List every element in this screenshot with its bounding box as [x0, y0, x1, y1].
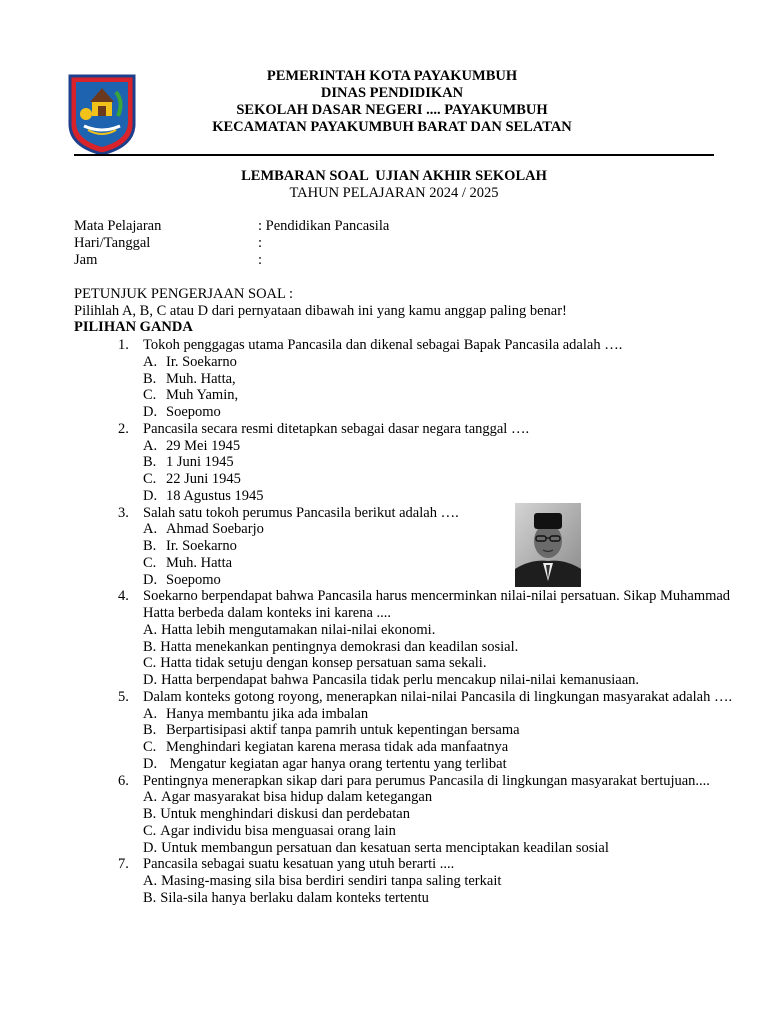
instructions-heading: PETUNJUK PENGERJAAN SOAL :: [74, 286, 293, 302]
portrait-photo-icon: [515, 503, 581, 587]
option-letter: C.: [143, 471, 157, 487]
option-text: Soepomo: [166, 571, 221, 588]
answer-option: [143, 521, 734, 538]
option-text: Masing-masing sila bisa berdiri sendiri tanpa saling terkait: [161, 873, 502, 889]
instructions: [74, 286, 724, 336]
option-letter: C.: [143, 822, 157, 839]
option-text: Muh. Hatta: [166, 554, 233, 571]
question-2: [74, 421, 734, 505]
answer-option: [143, 471, 734, 488]
question-text: Tokoh penggagas utama Pancasila dan dikenal sebagai Bapak Pancasila adalah ….: [143, 337, 623, 353]
answer-option: [143, 354, 734, 371]
option-letter: C.: [143, 554, 157, 571]
question-text: Pancasila sebagai suatu kesatuan yang utuh berarti ....: [143, 856, 455, 873]
option-text: Muh Yamin,: [166, 387, 239, 404]
question-number: 5.: [118, 688, 129, 705]
option-letter: D.: [143, 404, 158, 420]
answer-option: [143, 672, 734, 689]
answer-option: [143, 639, 734, 656]
option-letter: C.: [143, 739, 157, 755]
option-text: Menghindari kegiatan karena merasa tidak ada manfaatnya: [166, 739, 509, 755]
answer-option: [143, 387, 734, 404]
option-letter: D.: [143, 839, 158, 856]
answer-option: [143, 806, 734, 823]
info-label: Mata Pelajaran: [74, 218, 162, 234]
option-text: Hatta menekankan pentingnya demokrasi dan keadilan sosial.: [160, 638, 519, 655]
answer-option: [143, 555, 734, 572]
info-value: :: [258, 235, 263, 251]
option-text: Hanya membantu jika ada imbalan: [166, 705, 369, 722]
option-letter: D.: [143, 571, 158, 588]
question-5: [74, 689, 734, 773]
option-letter: A.: [143, 705, 158, 722]
question-1: [74, 337, 734, 421]
instructions-text: Pilihlah A, B, C atau D dari pernyataan dibawah ini yang kamu anggap paling benar!: [74, 302, 567, 319]
option-letter: C.: [143, 387, 157, 404]
option-letter: B.: [143, 454, 157, 471]
question-number: 3.: [118, 504, 129, 521]
section-heading: PILIHAN GANDA: [74, 319, 193, 336]
header-divider: [74, 154, 714, 156]
info-label: Hari/Tanggal: [74, 235, 151, 251]
option-letter: B.: [143, 370, 157, 387]
question-text: Pentingnya menerapkan sikap dari para perumus Pancasila di lingkungan masyarakat bertujuan....: [143, 772, 710, 789]
question-list: [74, 337, 734, 907]
option-letter: A.: [143, 621, 158, 638]
question-number: 4.: [118, 588, 129, 605]
answer-option: [143, 454, 734, 471]
option-text: Hatta tidak setuju dengan konsep persatuan sama sekali.: [160, 655, 487, 672]
question-text: Salah satu tokoh perumus Pancasila berikut adalah ….: [143, 504, 459, 521]
option-text: Agar masyarakat bisa hidup dalam ketegangan: [161, 789, 433, 806]
option-letter: A.: [143, 353, 158, 370]
answer-option: [143, 873, 734, 890]
option-letter: A.: [143, 789, 158, 806]
option-text: 22 Juni 1945: [166, 471, 241, 487]
answer-option: [143, 706, 734, 723]
answer-option: [143, 823, 734, 840]
answer-option: [143, 538, 734, 555]
answer-option: [143, 622, 734, 639]
header-line-3: SEKOLAH DASAR NEGERI .... PAYAKUMBUH: [236, 102, 548, 118]
option-text: Agar individu bisa menguasai orang lain: [160, 822, 396, 839]
option-letter: D.: [143, 672, 158, 688]
question-number: 7.: [118, 856, 129, 873]
title-line-1: LEMBARAN SOAL UJIAN AKHIR SEKOLAH: [241, 168, 547, 184]
answer-option: [143, 371, 734, 388]
option-letter: B.: [143, 806, 157, 822]
option-letter: B.: [143, 538, 157, 554]
answer-option: [143, 739, 734, 756]
answer-option: [143, 404, 734, 421]
header-line-4: KECAMATAN PAYAKUMBUH BARAT DAN SELATAN: [212, 119, 572, 135]
question-number: 2.: [118, 420, 129, 437]
option-letter: C.: [143, 655, 157, 672]
header-line-1: PEMERINTAH KOTA PAYAKUMBUH: [266, 68, 518, 84]
answer-option: [143, 572, 734, 589]
answer-option: [143, 488, 734, 505]
answer-option: [143, 722, 734, 739]
exam-title: [74, 168, 714, 202]
option-text: Untuk membangun persatuan dan kesatuan serta menciptakan keadilan sosial: [161, 839, 609, 856]
question-number: 1.: [118, 337, 129, 353]
option-letter: B.: [143, 722, 157, 739]
header-line-2: DINAS PENDIDIKAN: [320, 85, 464, 101]
question-3: [74, 505, 734, 589]
answer-option: [143, 655, 734, 672]
option-text: Mengatur kegiatan agar hanya orang tertentu yang terlibat: [166, 755, 507, 772]
option-letter: D.: [143, 755, 158, 772]
question-4: [74, 588, 734, 689]
question-7: [74, 856, 734, 906]
option-text: Berpartisipasi aktif tanpa pamrih untuk kepentingan bersama: [166, 722, 520, 739]
info-value: : Pendidikan Pancasila: [258, 218, 390, 234]
question-text: Soekarno berpendapat bahwa Pancasila harus mencerminkan nilai-nilai persatuan. Sikap Muhammad Hatta berbeda dalam konteks ini karena ....: [143, 588, 731, 621]
option-letter: D.: [143, 487, 158, 504]
question-6: [74, 773, 734, 857]
option-text: 1 Juni 1945: [166, 454, 234, 471]
answer-option: [143, 756, 734, 773]
option-text: Hatta berpendapat bahwa Pancasila tidak perlu mencakup nilai-nilai kemanusiaan.: [161, 672, 640, 688]
option-letter: A.: [143, 521, 158, 538]
payakumbuh-emblem-icon: [66, 72, 138, 156]
option-letter: B.: [143, 638, 157, 655]
letterhead: [150, 68, 634, 136]
option-text: Hatta lebih mengutamakan nilai-nilai ekonomi.: [161, 621, 436, 638]
option-text: Untuk menghindari diskusi dan perdebatan: [160, 806, 410, 822]
question-number: 6.: [118, 772, 129, 789]
option-text: Ir. Soekarno: [166, 353, 237, 370]
title-line-2: TAHUN PELAJARAN 2024 / 2025: [289, 185, 499, 201]
answer-option: [143, 890, 734, 907]
option-text: Ahmad Soebarjo: [166, 521, 264, 538]
option-letter: A.: [143, 873, 158, 889]
answer-option: [143, 840, 734, 857]
info-value: :: [258, 252, 263, 268]
option-letter: A.: [143, 437, 158, 454]
option-text: 18 Agustus 1945: [166, 487, 264, 504]
option-letter: B.: [143, 889, 157, 906]
option-text: Soepomo: [166, 404, 221, 420]
option-text: Sila-sila hanya berlaku dalam konteks tertentu: [160, 889, 429, 906]
option-text: Muh. Hatta,: [166, 370, 236, 387]
answer-option: [143, 438, 734, 455]
question-text: Pancasila secara resmi ditetapkan sebagai dasar negara tanggal ….: [143, 420, 530, 437]
info-label: Jam: [74, 252, 98, 268]
option-text: 29 Mei 1945: [166, 437, 241, 454]
option-text: Ir. Soekarno: [166, 538, 237, 554]
answer-option: [143, 789, 734, 806]
question-text: Dalam konteks gotong royong, menerapkan nilai-nilai Pancasila di lingkungan masyarakat adalah ….: [143, 688, 733, 705]
